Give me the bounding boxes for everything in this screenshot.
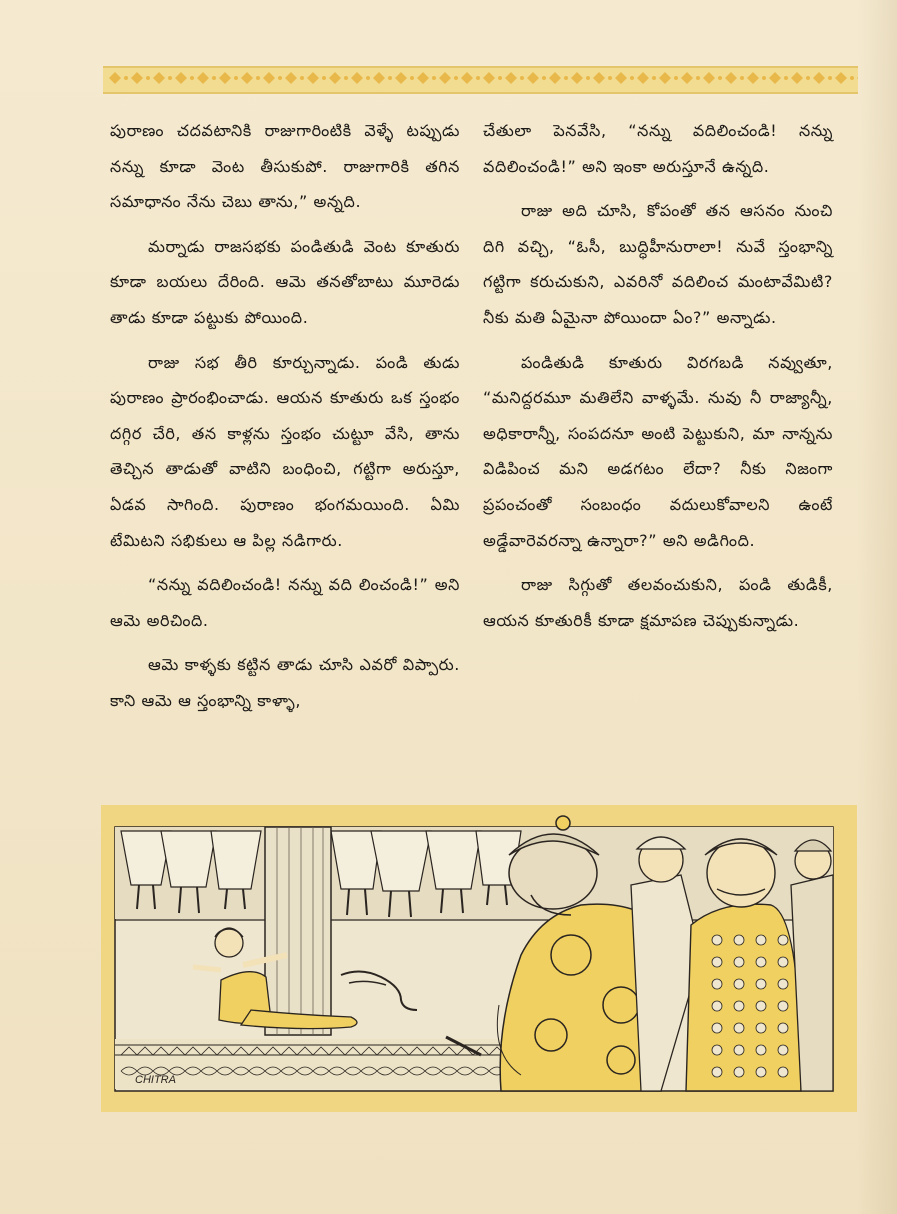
border-motif	[615, 72, 634, 84]
left-text-column	[110, 113, 460, 719]
paragraph: రాజు సభ తీరి కూర్చున్నాడు. పండి తుడు పురాణం ప్రారంభించాడు. ఆయన కూతురు ఒక స్తంభం దగ్గిర చేరి, తన కాళ్లను స్తంభం చుట్టూ వేసి, తాను తెచ్చిన తాడుతో వాటిని బంధించి, గట్టిగా అరుస్తూ, ఏడవ సాగింది. పురాణం భంగమయింది. ఏమి టేమిటని సభికులు ఆ పిల్ల నడిగారు.	[110, 352, 460, 550]
border-motif	[307, 72, 326, 84]
artist-signature: CHITRA	[135, 1074, 176, 1086]
border-motif	[813, 72, 832, 84]
border-motif	[703, 72, 722, 84]
border-motif	[461, 72, 480, 84]
decorative-border	[103, 66, 858, 94]
border-motif	[571, 72, 590, 84]
border-motif	[417, 72, 436, 84]
border-motif	[857, 72, 858, 84]
paragraph: రాజు సిగ్గుతో తలవంచుకుని, పండి తుడికీ, ఆయన కూతురికీ కూడా క్షమాపణ చెప్పుకున్నాడు.	[483, 575, 833, 630]
border-motif	[659, 72, 678, 84]
border-motif	[109, 72, 128, 84]
border-motif	[593, 72, 612, 84]
story-illustration	[101, 805, 857, 1112]
border-motif	[769, 72, 788, 84]
border-motif	[351, 72, 370, 84]
border-motif	[241, 72, 260, 84]
border-motif	[725, 72, 744, 84]
border-motif	[791, 72, 810, 84]
border-motif	[483, 72, 502, 84]
border-motif	[395, 72, 414, 84]
border-motif	[285, 72, 304, 84]
border-motif	[835, 72, 854, 84]
paragraph: పురాణం చదవటానికి రాజుగారింటికి వెళ్ళే టప్పుడు నన్ను కూడా వెంట తీసుకుపో. రాజుగారికి తగిన సమాధానం నేను చెబు తాను,” అన్నది.	[110, 121, 460, 212]
paragraph: “నన్ను వదిలించండి! నన్ను వది లించండి!” అని ఆమె అరిచింది.	[110, 575, 460, 630]
border-motif	[549, 72, 568, 84]
border-motif	[263, 72, 282, 84]
border-motif	[527, 72, 546, 84]
border-motif	[175, 72, 194, 84]
border-motif	[439, 72, 458, 84]
border-motif	[131, 72, 150, 84]
border-motif	[505, 72, 524, 84]
paragraph: మర్నాడు రాజసభకు పండితుడి వెంట కూతురు కూడా బయలు దేరింది. ఆమె తనతోబాటు మూరెడు తాడు కూడా పట్టుకు పోయింది.	[110, 236, 460, 327]
paragraph: రాజు అది చూసి, కోపంతో తన ఆసనం నుంచి దిగి వచ్చి, “ఓసీ, బుద్ధిహీనురాలా! నువే స్తంభాన్ని గట్టిగా కరుచుకుని, ఎవరినో వదిలించ మంటావేమిటి? నీకు మతి ఏమైనా పోయిందా ఏం?” అన్నాడు.	[483, 201, 833, 327]
border-motif	[637, 72, 656, 84]
border-motif	[329, 72, 348, 84]
border-motif	[681, 72, 700, 84]
border-motif	[197, 72, 216, 84]
border-motif	[747, 72, 766, 84]
border-motif	[373, 72, 392, 84]
right-text-column	[483, 113, 833, 638]
paragraph: చేతులా పెనవేసి, “నన్ను వదిలించండి! నన్ను వదిలించండి!” అని ఇంకా అరుస్తూనే ఉన్నది.	[483, 121, 833, 176]
border-motif	[153, 72, 172, 84]
paragraph: ఆమె కాళ్ళకు కట్టిన తాడు చూసి ఎవరో విప్పారు. కాని ఆమె ఆ స్తంభాన్ని కాళ్ళా,	[110, 655, 460, 710]
border-motif	[219, 72, 238, 84]
paragraph: పండితుడి కూతురు విరగబడి నవ్వుతూ, “మనిద్దరమూ మతిలేని వాళ్ళమే. నువు నీ రాజ్యాన్నీ, అధికారాన్నీ, సంపదనూ అంటి పెట్టుకుని, మా నాన్నను విడిపించ మని అడగటం లేదా? నీకు నిజంగా ప్రపంచంతో సంబంధం వదులుకోవాలని ఉంటే అడ్డేవారెవరన్నా ఉన్నారా?” అని అడిగింది.	[483, 352, 833, 550]
